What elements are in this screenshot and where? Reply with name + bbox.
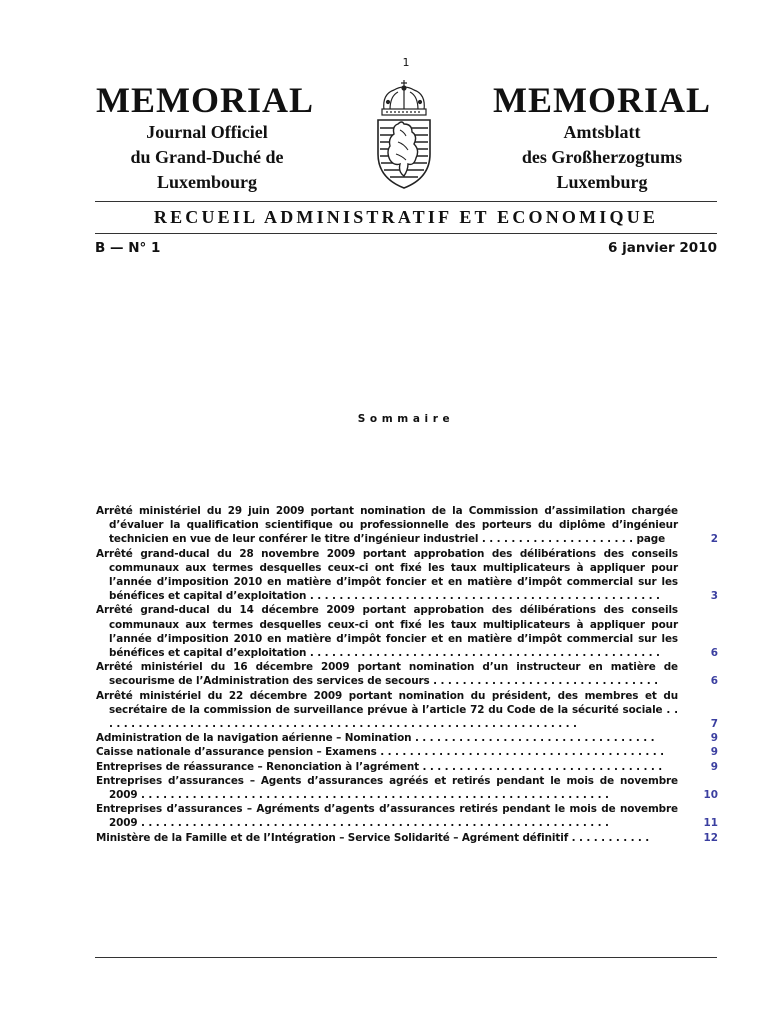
issue-line [95,240,717,258]
toc-entry-text: Arrêté ministériel du 22 décembre 2009 portant nomination du président, des membres et du secrétaire de la commission de surveillance prévue à l’article 72 du Code de la sécurité sociale . . . . . . . . . . . . . . . . . . . . . . . . . . . . . . . . . . . . . . . . . . . . . . . . . . . . . . . . . . . . . . . . . . [96,689,678,731]
toc-entry[interactable] [96,774,718,802]
toc-entry[interactable] [96,603,718,660]
masthead-line: Journal Officiel [146,122,268,142]
toc-entry-text: Entreprises d’assurances – Agents d’assurances agréés et retirés pendant le mois de novembre 2009 . . . . . . . . . . . . . . . . . . . . . . . . . . . . . . . . . . . . . . . . . . . . . . . . . . . . . . . . . . . . . . . . [96,774,678,802]
toc-entry-text: Entreprises de réassurance – Renonciation à l’agrément . . . . . . . . . . . . . . . . . . . . . . . . . . . . . . . . . [96,760,663,773]
masthead-title-right: MEMORIAL [493,80,711,120]
toc-entry[interactable] [96,802,718,830]
toc-entry-text: Caisse nationale d’assurance pension – Examens . . . . . . . . . . . . . . . . . . . . . . . . . . . . . . . . . . . . . . . [96,746,664,759]
issue-date: 6 janvier 2010 [608,240,717,256]
toc-entry-page[interactable]: 10 [703,789,718,802]
toc-entry-page[interactable]: 7 [710,718,718,731]
masthead-left [96,82,336,195]
header-rule-bottom [95,233,717,234]
toc-entry[interactable] [96,689,718,732]
toc-entry-page[interactable]: 6 [710,647,718,660]
table-of-contents [96,504,718,845]
toc-entry[interactable] [96,504,718,547]
toc-entry-page[interactable]: 9 [710,732,718,745]
footer-rule [95,957,717,958]
section-title: RECUEIL ADMINISTRATIF ET ECONOMIQUE [153,207,659,227]
header-rule-top [95,201,717,202]
masthead-title-left: MEMORIAL [96,80,314,120]
toc-entry-page[interactable]: 12 [703,831,718,844]
toc-entry[interactable] [96,745,718,759]
masthead-line: Amtsblatt [563,122,641,142]
masthead-subtitle-left [96,120,318,195]
toc-entry-text: Arrêté ministériel du 29 juin 2009 portant nomination de la Commission d’assimilation chargée d’évaluer la qualification scientifique ou professionnelle des porteurs du diplôme d’ingénieur technicien en vue de leur conférer le titre d’ingénieur industriel . . . . . . . . . . . . . . . . . . . . . page [96,505,678,546]
page-number: 1 [402,56,410,69]
toc-entry-page[interactable]: 9 [710,746,718,759]
toc-entry-page[interactable]: 11 [703,817,718,830]
toc-entry[interactable] [96,760,718,774]
toc-entry-page[interactable]: 6 [710,675,718,688]
toc-entry-text: Arrêté ministériel du 16 décembre 2009 portant nomination d’un instructeur en matière de secourisme de l’Administration des services de secours . . . . . . . . . . . . . . . . . . . . . . . . . . . . . . . [96,661,678,688]
toc-entry[interactable] [96,660,718,688]
toc-entry-text: Ministère de la Famille et de l’Intégration – Service Solidarité – Agrément définitif . . . . . . . . . . . [96,831,650,844]
masthead-line: Luxembourg [156,172,257,192]
masthead-line: du Grand-Duché de [130,147,284,167]
masthead-line: Luxemburg [556,172,648,192]
issue-number: B — N° 1 [95,240,161,256]
toc-entry-page[interactable]: 9 [710,760,718,773]
toc-entry-text: Arrêté grand-ducal du 14 décembre 2009 portant approbation des délibérations des conseils communaux aux termes desquelles ceux-ci ont fixé les taux multiplicateurs à appliquer pour l’année d’imposition 2010 en matière d’impôt foncier et en matière d’impôt commercial sur les bénéfices et capital d’exploitation . . . . . . . . . . . . . . . . . . . . . . . . . . . . . . . . . . . . . . . . . . . . . . . . [96,604,678,660]
toc-entry-text: Arrêté grand-ducal du 28 novembre 2009 portant approbation des délibérations des conseils communaux aux termes desquelles ceux-ci ont fixé les taux multiplicateurs à appliquer pour l’année d’imposition 2010 en matière d’impôt foncier et en matière d’impôt commercial sur les bénéfices et capital d’exploitation . . . . . . . . . . . . . . . . . . . . . . . . . . . . . . . . . . . . . . . . . . . . . . . . [96,547,678,603]
masthead-subtitle-right [482,120,722,195]
summary-heading: Sommaire [357,413,455,425]
masthead-right [482,82,722,195]
toc-entry-text: Entreprises d’assurances – Agréments d’agents d’assurances retirés pendant le mois de novembre 2009 . . . . . . . . . . . . . . . . . . . . . . . . . . . . . . . . . . . . . . . . . . . . . . . . . . . . . . . . . . . . . . . . [96,803,678,830]
toc-entry[interactable] [96,547,718,604]
toc-entry[interactable] [96,731,718,745]
toc-entry-page[interactable]: 3 [710,590,718,603]
coat-of-arms-icon [368,80,440,192]
toc-entry[interactable] [96,831,718,845]
toc-entry-text: Administration de la navigation aérienne – Nomination . . . . . . . . . . . . . . . . . . . . . . . . . . . . . . . . . [96,732,655,745]
toc-entry-page[interactable]: 2 [710,533,718,546]
masthead-line: des Großherzogtums [521,147,683,167]
